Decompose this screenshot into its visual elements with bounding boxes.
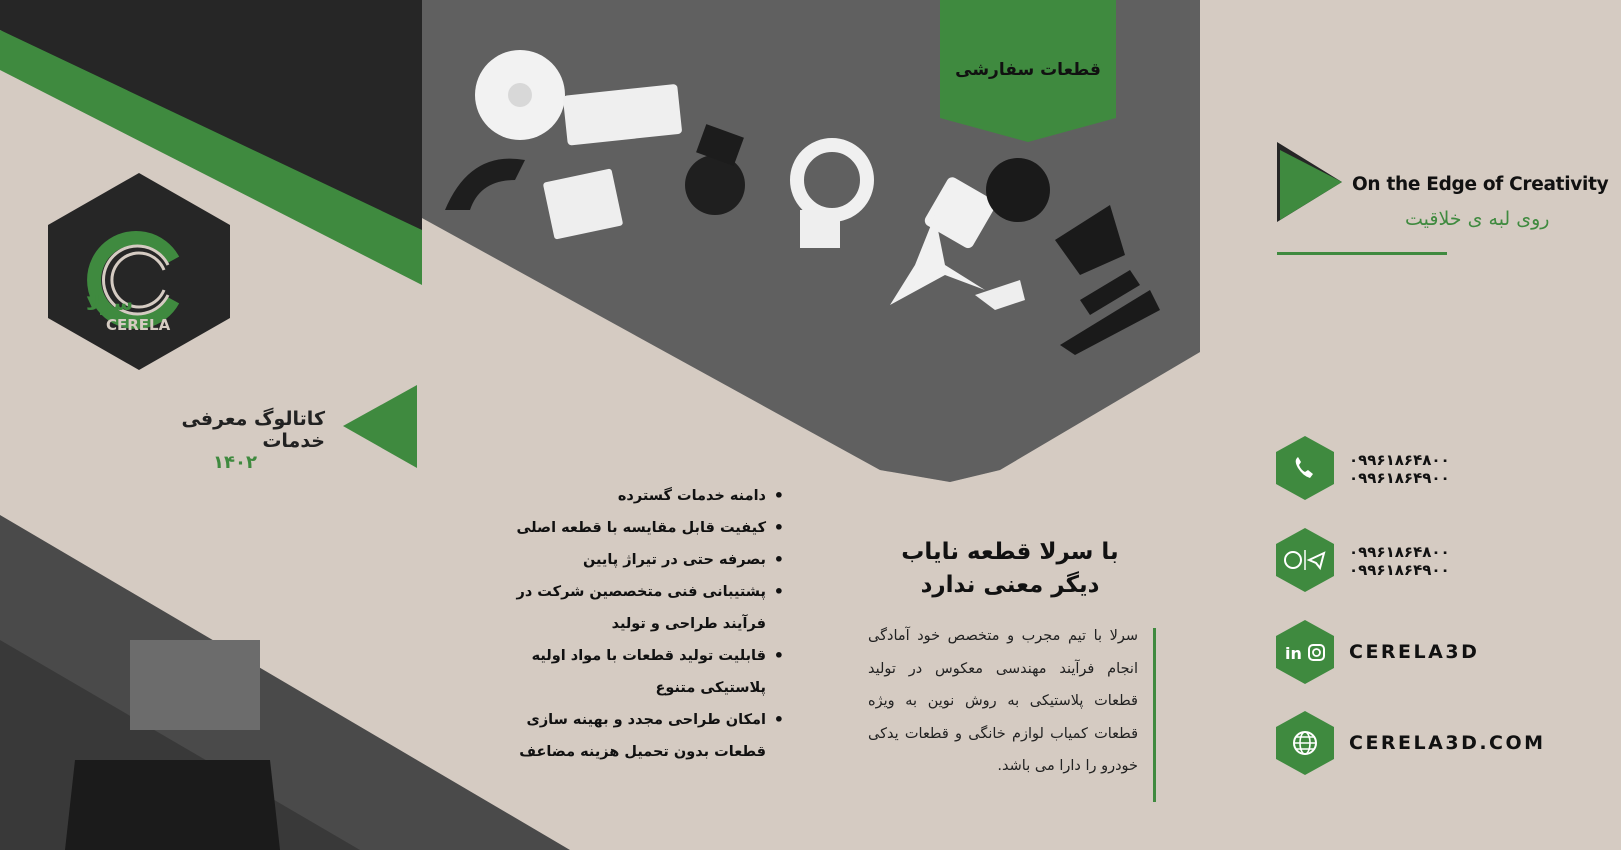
- feature-item: • امکان طراحی مجدد و بهینه سازی قطعات بدون تحمیل هزینه مضاعف: [486, 704, 786, 768]
- messenger-icons[interactable]: [1276, 528, 1334, 592]
- tagline-english: On the Edge of Creativity: [1352, 174, 1609, 195]
- phone-numbers: [1349, 451, 1450, 487]
- messenger-number[interactable]: ۰۹۹۶۱۸۶۴۹۰۰: [1349, 561, 1450, 579]
- catalog-triangle: [343, 385, 417, 468]
- headline-line-2: دیگر معنی ندارد: [920, 572, 1100, 598]
- messenger-number[interactable]: ۰۹۹۶۱۸۶۴۸۰۰: [1349, 543, 1450, 561]
- logo-text-en: CERELA: [106, 316, 171, 334]
- globe-icon[interactable]: [1276, 711, 1334, 775]
- cerela-logo: [78, 210, 200, 350]
- messenger-numbers: [1349, 543, 1450, 579]
- tagline-triangle: [1280, 150, 1342, 220]
- phone-icon[interactable]: [1276, 436, 1334, 500]
- catalog-title: کاتالوگ معرفی خدمات: [181, 408, 325, 452]
- feature-item: • بصرفه حتی در تیراژ پایین: [486, 544, 786, 576]
- black-gear: [685, 155, 745, 215]
- extruder-block: [130, 640, 260, 730]
- feature-item: • دامنه خدمات گسترده: [486, 480, 786, 512]
- badge-title: قطعات سفارشی: [955, 60, 1101, 80]
- tagline-underline: [1277, 252, 1447, 255]
- logo-text-fa: سرلا: [86, 291, 134, 315]
- linkedin-icon[interactable]: in: [1285, 644, 1302, 663]
- feature-item: • پشتیبانی فنی متخصصین شرکت در فرآیند طراحی و تولید: [486, 576, 786, 640]
- social-icons[interactable]: [1276, 620, 1334, 684]
- headline-line-1: با سرلا قطعه نایاب: [901, 539, 1119, 565]
- tagline-persian: روی لبه ی خلاقیت: [1405, 208, 1550, 230]
- printed-object: [65, 760, 280, 850]
- headline: [860, 536, 1160, 602]
- description-text: سرلا با تیم مجرب و متخصص خود آمادگی انجام فرآیند مهندسی معکوس در تولید قطعات پلاستیکی به روش نوین به ویژه قطعات کمیاب لوازم خانگی و قطعات یدکی خودرو را دارا می باشد.: [868, 628, 1138, 774]
- feature-item: • کیفیت قابل مقایسه با قطعه اصلی: [486, 512, 786, 544]
- phone-number[interactable]: ۰۹۹۶۱۸۶۴۹۰۰: [1349, 469, 1450, 487]
- social-handle[interactable]: CERELA3D: [1349, 641, 1480, 663]
- website-url[interactable]: CERELA3D.COM: [1349, 732, 1546, 754]
- phone-number[interactable]: ۰۹۹۶۱۸۶۴۸۰۰: [1349, 451, 1450, 469]
- feature-list: [486, 480, 786, 768]
- catalog-year: ۱۴۰۲: [213, 452, 257, 473]
- black-dodecahedron: [986, 158, 1050, 222]
- description-divider: [1153, 628, 1156, 802]
- feature-item: • قابلیت تولید قطعات با مواد اولیه پلاستیکی متنوع: [486, 640, 786, 704]
